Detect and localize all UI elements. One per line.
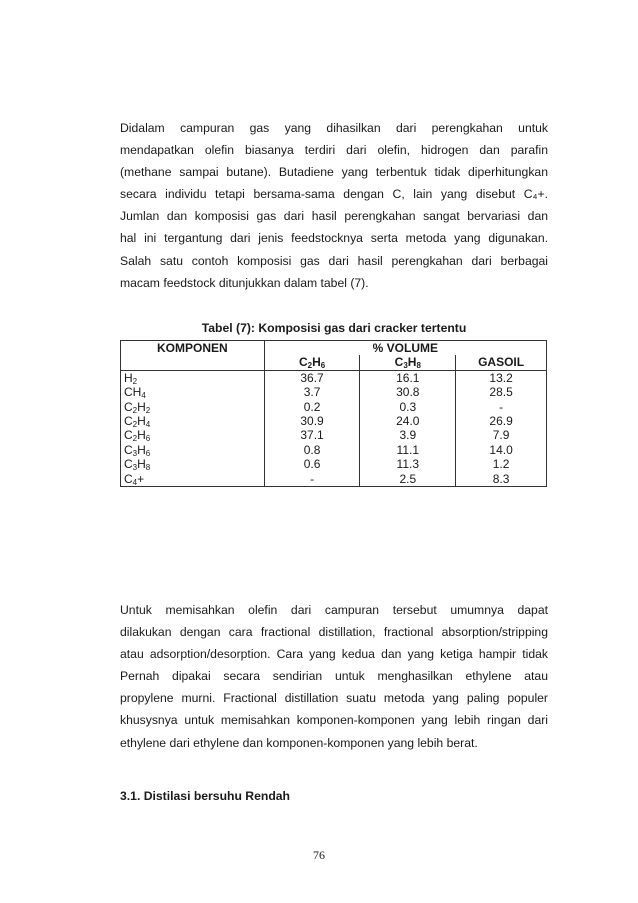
component-cell bbox=[121, 370, 265, 385]
formula-base: C bbox=[298, 355, 308, 370]
header-feedstock bbox=[264, 355, 360, 370]
paragraph-separation bbox=[120, 599, 548, 754]
value-cell: 0.3 bbox=[360, 400, 456, 414]
text-line: Jumlan dan komposisi gas dari hasil perengkahan sangat bervariasi dan bbox=[120, 209, 548, 224]
subscript: 8 bbox=[416, 361, 421, 371]
value-cell: 28.5 bbox=[456, 385, 547, 399]
table-row bbox=[121, 370, 547, 385]
table-row bbox=[121, 414, 547, 428]
paragraph-intro bbox=[120, 117, 548, 294]
value-cell: 16.1 bbox=[360, 370, 456, 385]
component-cell bbox=[121, 443, 265, 457]
formula-part: H bbox=[407, 355, 417, 370]
value-cell: 30.9 bbox=[264, 414, 360, 428]
component-cell bbox=[121, 400, 265, 414]
formula-base: GASOIL bbox=[478, 355, 525, 370]
value-cell: 7.9 bbox=[456, 428, 547, 442]
formula-base: C bbox=[124, 428, 133, 443]
subscript: 2 bbox=[307, 361, 313, 371]
component-cell bbox=[121, 457, 265, 471]
value-cell: 37.1 bbox=[264, 428, 360, 442]
header-volume: % VOLUME bbox=[264, 341, 546, 356]
value-cell: - bbox=[456, 400, 547, 414]
text-line: Untuk memisahkan olefin dari campuran tersebut umumnya dapat bbox=[120, 603, 548, 617]
text-line: Salah satu contoh komposisi gas dari hasil perengkahan dari berbagai bbox=[120, 253, 548, 268]
value-cell: 3.9 bbox=[360, 428, 456, 442]
value-cell: 11.3 bbox=[360, 457, 456, 471]
text-line: macam feedstock ditunjukkan dalam tabel (7). bbox=[120, 275, 369, 290]
subscript: 8 bbox=[145, 463, 151, 473]
subscript: 2 bbox=[132, 434, 138, 444]
header-feedstock bbox=[360, 355, 456, 370]
value-cell: 0.8 bbox=[264, 443, 360, 457]
formula-part: H bbox=[137, 414, 146, 429]
subscript: 6 bbox=[145, 434, 151, 444]
text-line: hal ini tergantung dari jenis feedstocknya serta metoda yang digunakan. bbox=[120, 231, 548, 246]
subscript: 3 bbox=[132, 463, 138, 473]
text-line: atau adsorption/desorption. Cara yang kedua dan yang ketiga hampir tidak bbox=[120, 647, 548, 662]
subscript: 4 bbox=[141, 391, 146, 401]
formula-part: H bbox=[137, 399, 146, 414]
subscript: 3 bbox=[132, 448, 138, 458]
formula-base: C bbox=[124, 457, 133, 472]
formula-part: H bbox=[312, 355, 321, 370]
table-row bbox=[121, 457, 547, 471]
header-component: KOMPONEN bbox=[121, 341, 265, 371]
table-row bbox=[121, 385, 547, 399]
formula-suffix: + bbox=[137, 471, 145, 486]
component-cell bbox=[121, 385, 265, 399]
table-row bbox=[121, 472, 547, 487]
value-cell: 8.3 bbox=[456, 472, 547, 487]
subscript: 2 bbox=[132, 420, 138, 430]
value-cell: 26.9 bbox=[456, 414, 547, 428]
value-cell: 14.0 bbox=[456, 443, 547, 457]
formula-base: C bbox=[124, 414, 133, 429]
text-line: Pernah dipakai secara sendirian untuk menghasilkan ethylene atau bbox=[120, 669, 548, 684]
text-line: propylene murni. Fractional distillation suatu metoda yang paling populer bbox=[120, 691, 548, 706]
text-line: secara individu tetapi bersama-sama dengan C, lain yang disebut C₄+. bbox=[120, 187, 548, 202]
text-line: (methane sampai butane). Butadiene yang terbentuk tidak diperhitungkan bbox=[120, 165, 548, 180]
table-caption: Tabel (7): Komposisi gas dari cracker tertentu bbox=[201, 321, 467, 335]
text-line: ethylene dari ethylene dan komponen-komponen yang lebih berat. bbox=[120, 735, 478, 750]
subscript: 4 bbox=[145, 420, 151, 430]
table-row bbox=[121, 400, 547, 414]
page-number: 76 bbox=[313, 848, 325, 862]
value-cell: 0.6 bbox=[264, 457, 360, 471]
formula-base: H bbox=[124, 370, 133, 385]
formula-part: H bbox=[137, 442, 146, 457]
value-cell: 0.2 bbox=[264, 400, 360, 414]
formula-part: H bbox=[137, 457, 146, 472]
value-cell: 1.2 bbox=[456, 457, 547, 471]
formula-part: H bbox=[137, 428, 146, 443]
text-line: Didalam campuran gas yang dihasilkan dari perengkahan untuk bbox=[120, 121, 548, 135]
component-cell bbox=[121, 414, 265, 428]
value-cell: 2.5 bbox=[360, 472, 456, 487]
subscript: 2 bbox=[132, 405, 138, 415]
subscript: 2 bbox=[145, 405, 151, 415]
value-cell: 3.7 bbox=[264, 385, 360, 399]
value-cell: 11.1 bbox=[360, 443, 456, 457]
table-row bbox=[121, 443, 547, 457]
value-cell: - bbox=[264, 472, 360, 487]
formula-base: CH bbox=[124, 385, 142, 400]
table-row bbox=[121, 428, 547, 442]
section-heading: 3.1. Distilasi bersuhu Rendah bbox=[120, 789, 290, 803]
subscript: 6 bbox=[145, 448, 151, 458]
text-line: khusysnya untuk memisahkan komponen-komponen yang lebih ringan dari bbox=[120, 713, 548, 728]
formula-base: C bbox=[124, 442, 133, 457]
header-feedstock bbox=[456, 355, 547, 370]
formula-base: C bbox=[124, 399, 133, 414]
composition-table bbox=[120, 340, 547, 487]
subscript: 2 bbox=[132, 376, 138, 386]
text-line: mendapatkan olefin biasanya terdiri dari olefin, hidrogen dan parafin bbox=[120, 143, 548, 158]
value-cell: 36.7 bbox=[264, 370, 360, 385]
value-cell: 13.2 bbox=[456, 370, 547, 385]
formula-base: C bbox=[394, 355, 404, 370]
formula-base: C bbox=[124, 471, 133, 486]
text-line: dilakukan dengan cara fractional distillation, fractional absorption/stripping bbox=[120, 625, 548, 640]
component-cell bbox=[121, 472, 265, 487]
value-cell: 30.8 bbox=[360, 385, 456, 399]
subscript: 3 bbox=[403, 361, 408, 371]
value-cell: 24.0 bbox=[360, 414, 456, 428]
component-cell bbox=[121, 428, 265, 442]
subscript: 6 bbox=[320, 361, 326, 371]
subscript: 4 bbox=[132, 477, 138, 487]
